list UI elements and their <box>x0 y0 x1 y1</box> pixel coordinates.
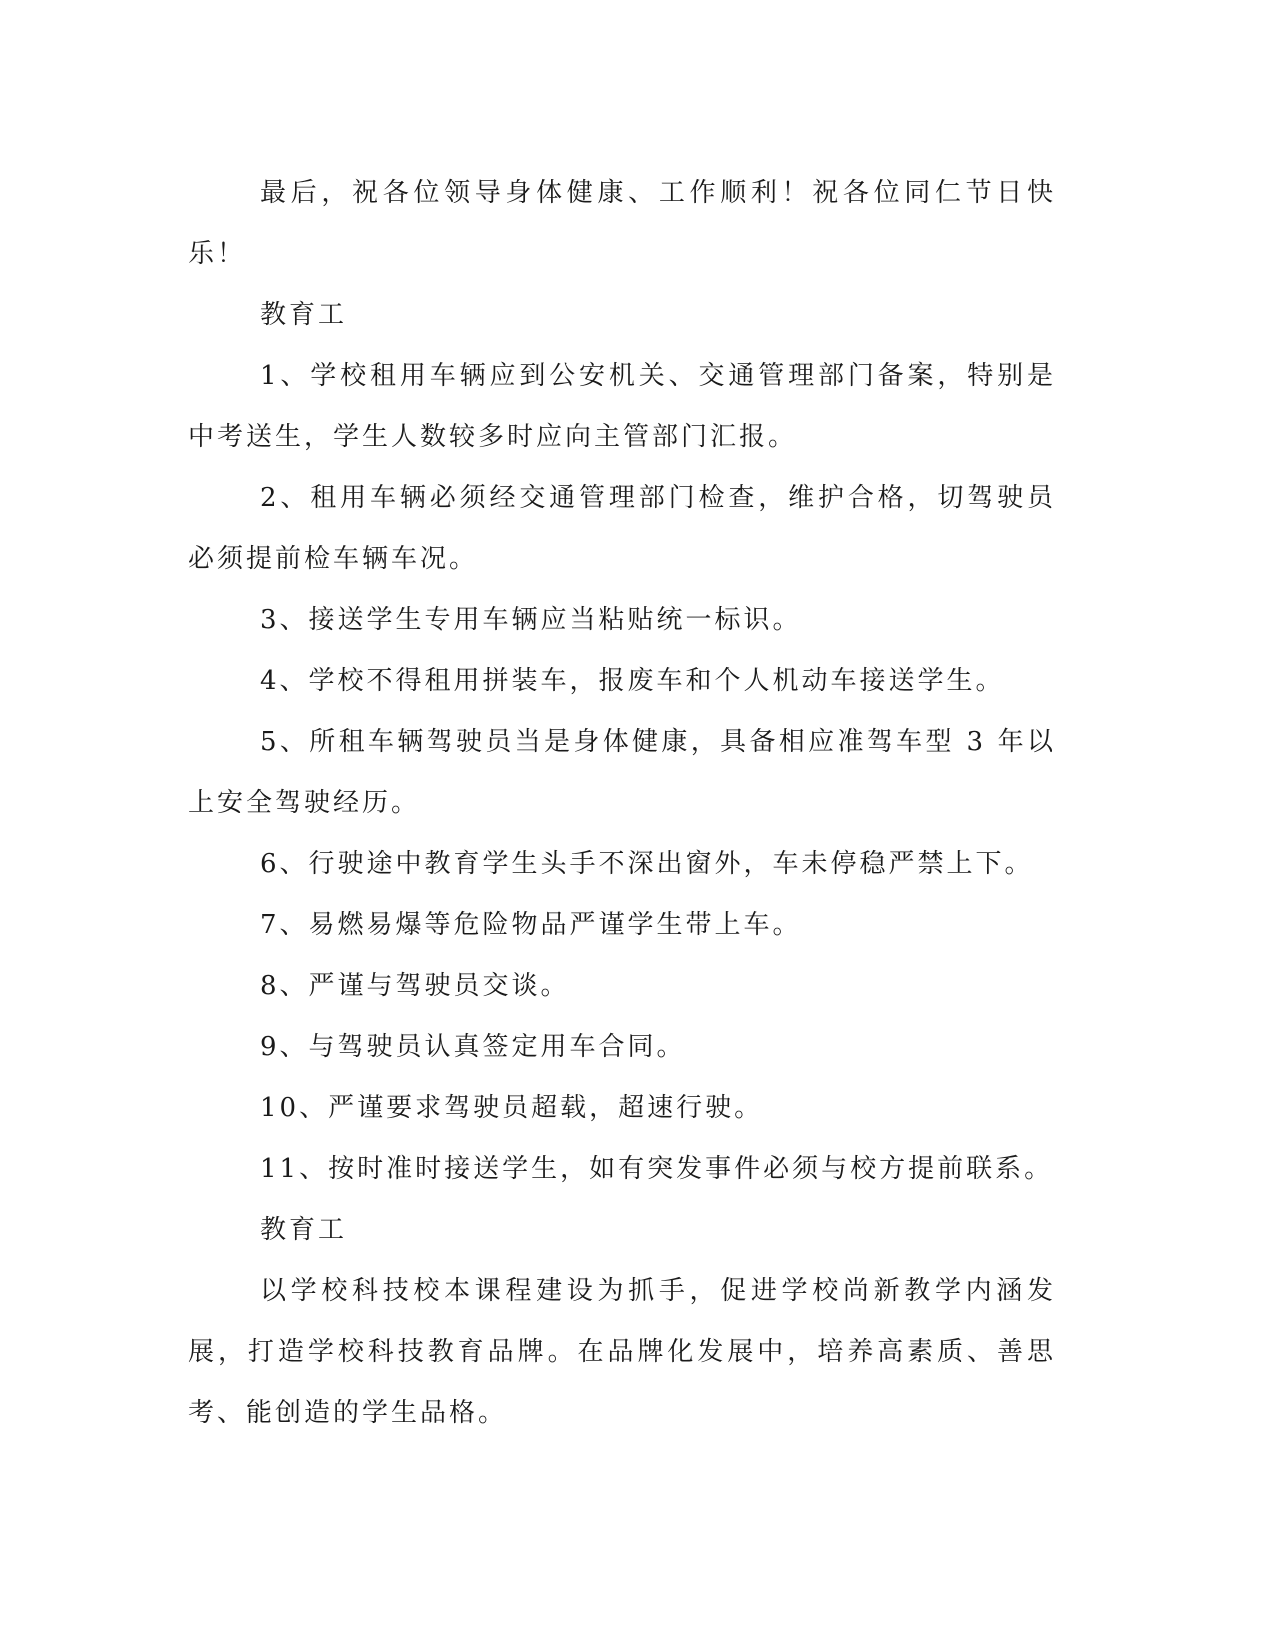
section-heading: 教育工 <box>260 1215 348 1245</box>
rule-item-11: 11、按时准时接送学生，如有突发事件必须与校方提前联系。 <box>260 1154 1054 1184</box>
rule-item-3: 3、接送学生专用车辆应当粘贴统一标识。 <box>260 605 802 635</box>
document-body <box>188 163 1056 1444</box>
rule-item-10: 10、严谨要求驾驶员超载，超速行驶。 <box>260 1093 764 1123</box>
rule-item-1: 1、学校租用车辆应到公安机关、交通管理部门备案，特别是中考送生，学生人数较多时应向主管部门汇报。 <box>188 361 1056 452</box>
section-heading: 教育工 <box>260 300 348 330</box>
rule-item-6: 6、行驶途中教育学生头手不深出窗外，车未停稳严禁上下。 <box>260 849 1034 879</box>
rule-item-4: 4、学校不得租用拼装车，报废车和个人机动车接送学生。 <box>260 666 1005 696</box>
rule-item-7: 7、易燃易爆等危险物品严谨学生带上车。 <box>260 910 802 940</box>
closing-wishes: 最后，祝各位领导身体健康、工作顺利！祝各位同仁节日快乐！ <box>188 178 1056 269</box>
rule-item-2: 2、租用车辆必须经交通管理部门检查，维护合格，切驾驶员必须提前检车辆车况。 <box>188 483 1056 574</box>
body-paragraph: 以学校科技校本课程建设为抓手，促进学校尚新教学内涵发展，打造学校科技教育品牌。在品牌化发展中，培养高素质、善思考、能创造的学生品格。 <box>188 1276 1056 1428</box>
rule-item-5: 5、所租车辆驾驶员当是身体健康，具备相应准驾车型 3 年以上安全驾驶经历。 <box>188 727 1056 818</box>
rule-item-8: 8、严谨与驾驶员交谈。 <box>260 971 570 1001</box>
rule-item-9: 9、与驾驶员认真签定用车合同。 <box>260 1032 686 1062</box>
